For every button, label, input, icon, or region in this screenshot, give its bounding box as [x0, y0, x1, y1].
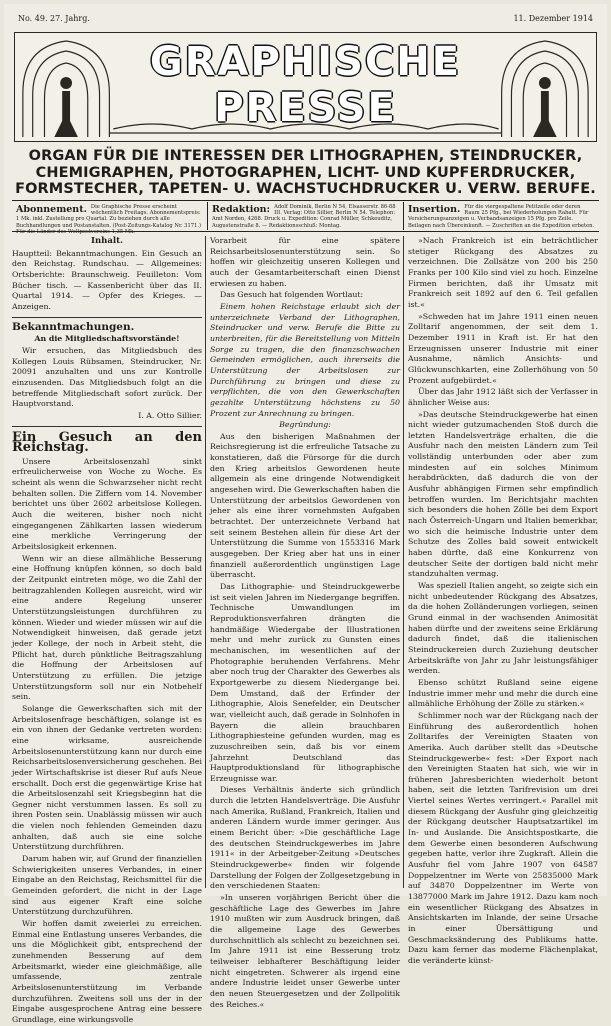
column-1 — [12, 236, 202, 1024]
article-paragraph: Dieses Verhältnis änderte sich gründlich durch die letzten Handelsverträge. Die Ausfuhr nach Amerika, Rußland, Frankreich, Italien und anderen Ländern wurde immer geringer. Aus einem Bericht über: »Die geschäftliche Lage des deutschen Steindruckgewerbes im Jahre 1911« in der Arbeitgeber-Zeitung »Deutsches Steindruckgewerbe« finden wir folgende Darstellung der Folgen der Zollgesetzgebung in den verschiedenen Staaten: — [210, 785, 400, 891]
masthead-banner — [14, 32, 597, 142]
contents-text: Hauptteil: Bekanntmachungen. Ein Gesuch an den Reichstag. Rundschau. — Allgemeines: Ortsberichte: Braunschweig. Feuilleton: Vom Bücher tisch. — Kassenbericht über das II. Quartal 1914. — Opfer des Krieges. — Anzeigen. — [12, 248, 202, 311]
redaktion-text: Adolf Dominik, Berlin N 54, Elsasserstr. 86-88 III. Verlag: Otto Sillier, Berlin N 54. Telephon: Amt Norden, 4268. Druck u. Expedition: Conrad Müller, Schkeuditz, Augustenstraße 8. — Redaktionsschluß: Montag. — [212, 204, 396, 229]
article-paragraph: Schlimmer noch war der Rückgang nach der Einführung des außerordentlich hohen Zolltarifes der Vereinigten Staaten von Amerika. Auch darüber stellt das »Deutsche Steindruckgewerbe« fest: »Der Export nach den Vereinigten Staaten hat sich, wie wir in früheren Jahresberichten wiederholt betont haben, seit die letzten Tarifrevision um drei Viertel seines Wertes verringert.« Parallel mit diesem Rückgang der Ausfuhr ging gleichzeitig der Rückgang deutscher Hauptsatzartikel im In- und Auslande. Die Ansichtspostkarte, die dem Gewerbe einen besonderen Aufschwung gegeben hatte, verlor ihre Zugkraft. Allein die Ausfuhr fiel vom Jahre 1907 von 64587 Doppelzentner im Werte von 25835000 Mark auf 34870 Doppelzentner im Werte von 13877000 Mark im Jahre 1912. Dazu kam noch ein wesentlicher Rückgang des Absatzes in Ansichtskarten im Inlande, der seine Ursache in einer Übersättigung und Geschmacksänderung des Publikums hatte. Dazu kam ferner das moderne Flächenplakat, die veränderte künst- — [408, 710, 598, 965]
announcement-signature: I. A. Otto Sillier. — [138, 410, 202, 420]
article-paragraph: Vorarbeit für eine spätere Reichsarbeitslosenunterstützung sein. So hoffen wir gleichzeitig unseren Kollegen und auch der Gesamtarbeiterschaft einen Dienst erwiesen zu haben. — [210, 236, 400, 288]
article-paragraph: Ebenso schützt Rußland seine eigene Industrie immer mehr und mehr die durch eine allmähliche Erhöhung der Zölle zu stärken.« — [408, 677, 598, 709]
column-divider — [205, 236, 206, 888]
article-paragraph: »Das deutsche Steindruckgewerbe hat einen nicht wieder gutzumachenden Stoß durch die letzten Handelsverträge erhalten, die die Ausfuhr nach den meisten Ländern zum Teil vollständig unterbunden oder aber zum mindesten auf ein solches Minimum herabdrückten, daß dadurch die von der Ausfuhr abhängigen Firmen sehr empfindlich betroffen wurden. Im Berichtsjahr machten sich besonders die hohen Zölle bei dem Export nach Österreich-Ungarn und Italien bemerkbar, wo sich die heimische Industrie unter dem Schutze des Zolles bald soweit entwickelt haben dürfte, daß eine Konkurrenz von deutscher Seite der dortigen bald nicht mehr standzuhalten vermag. — [408, 409, 598, 579]
divider — [12, 317, 202, 318]
divider — [12, 426, 202, 427]
article-paragraph: Was speziell Italien angeht, so zeigte sich ein nicht unbedeutender Rückgang des Absatzes, da die hohen Zolländerungen vorliegen, seinen Grund einmal in der wachsenden Animosität haben dürfte und der zweitens seine Erklärung dadurch findet, daß die italienischen Steindruckereien durch Zuziehung deutscher Arbeitskräfte von Jahr zu Jahr leistungsfähiger werden. — [408, 581, 598, 676]
article-paragraph: Das Gesuch hat folgenden Wortlaut: — [220, 290, 364, 300]
subtitle-line: CHEMIGRAPHEN, PHOTOGRAPHEN, LICHT- UND KUPFERDRUCKER, — [35, 164, 576, 181]
column-divider — [403, 236, 404, 888]
subtitle-line: ORGAN FÜR DIE INTERESSEN DER LITHOGRAPHEN, STEINDRUCKER, — [28, 148, 583, 164]
article-paragraph: »In unseren vorjährigen Bericht über die geschäftliche Lage des Gewerbes im Jahre 1910 mußten wir zum Ausdruck bringen, daß die allgemeine Lage des Gewerbes durchschnittlich als schlecht zu bezeichnen sei. Im Jahre 1911 ist eine Besserung trotz teilweiser lebhafterer Beschäftigung leider nicht eingetreten. Schwerer als irgend eine andere Industrie leidet unser Gewerbe unter den neuen Steuergesetzen und der Zollpolitik des Reiches.« — [210, 893, 400, 1009]
redaktion-heading: Redaktion: — [212, 204, 271, 215]
petition-quote: Einem hohen Reichstage erlaubt sich der unterzeichnete Verband der Lithographen, Steindrucker und verw. Berufe die Bitte zu unterbreiten, für die Bereitstellung von Mitteln Sorge zu tragen, die den finanzschwachen Gemeinden ermöglichen, auch ihrerseits die Unterstützung der Arbeitslosen zur Durchführung zu bringen und diese zu verpflichten, die von den Gewerkschaften gezahlte Unterstützung höchstens zu 50 Prozent zur Anrechnung zu bringen. — [210, 301, 400, 418]
newspaper-page — [4, 4, 607, 1024]
announcements-heading: Bekanntmachungen. — [12, 320, 135, 333]
subtitle-block — [12, 148, 599, 198]
masthead-title-line1: GRAPHISCHE — [149, 39, 462, 85]
article-paragraph: Wenn wir an diese allmähliche Besserung eine Hoffnung knüpfen können, so doch bald der Zeitpunkt eintreten möge, wo die Zahl der beitragzahlenden Kollegen ausreicht, wird wir eine andere Regelung unserer Unterstützungsleistungen durchführen zu können. Wieder und wieder müssen wir auf die Notwendigkeit hinweisen, daß gerade jetzt jeder Kollege, der noch in Arbeit steht, die Pflicht hat, durch pünktliche Beitragszahlung die Hoffnung der Arbeitslosen auf Unterstützung zu erfüllen. Die jetzige Unterstützungsform soll nur ein Notbehelf sein. — [12, 553, 202, 702]
redaktion-box — [208, 202, 404, 230]
insertion-text: Für die viergespaltene Petitzeile oder deren Raum 25 Pfg., bei Wiederholungen Rabatt. Für Versicherungsanzeigen u. Verbandsanzeigen 15 Pfg. pro Zeile. Beilagen nach Übereinkunft. — Zuschriften an die Expedition erbeten. — [408, 204, 595, 229]
column-2 — [210, 236, 400, 1009]
article-paragraph: Aus den bisherigen Maßnahmen der Reichsregierung ist die erfreuliche Tatsache zu konstatieren, daß die Fürsorge für die durch den Krieg arbeitslos Gewordenen heute allgemein als eine dringende Notwendigkeit angesehen wird. Die Gewerkschaften haben die Unterstützung der arbeitslos Gewordenen von jeher als eine ihrer vornehmsten Aufgaben betrachtet. Der unterzeichnete Verband hat seit seinem Bestehen allein für diese Art der Unterstützung die Summe von 1553316 Mark ausgegeben. Der Krieg aber hat uns in einer finanziell außerordentlich ungünstigen Lage überrascht. — [210, 431, 400, 580]
announcement-subheading: An die Mitgliedschaftsvorstände! — [34, 334, 180, 344]
article-paragraph: Wir hoffen damit zweierlei zu erreichen. Einmal eine Entlastung unseres Verbandes, die uns die Möglichkeit gibt, entsprechend der zunehmenden Besserung auf dem Arbeitsmarkt, wieder eine gleichmäßige, alle umfassende, zentrale Arbeitslosenunterstützung im Verbande durchzuführen. Zweitens soll uns der in der Eingabe ausgesprochene Antrag eine bessere Grundlage, eine wirkungsvolle — [12, 919, 202, 1024]
article-paragraph: »Schweden hat im Jahre 1911 einen neuen Zolltarif angenommen, der seit dem 1. Dezember 1911 in Kraft ist. Er hat den Erzeugnissen unserer Industrie mit einer Ausnahme, nämlich Ansichts- und Glückwunschkarten, eine Zollerhöhung von 50 Prozent aufgebürdet.« — [408, 311, 598, 385]
info-bar — [12, 202, 599, 235]
contents-heading: Inhalt. — [91, 236, 123, 246]
masthead-title-line2: PRESSE — [214, 85, 397, 131]
announcement-text: Wir ersuchen, das Mitgliedsbuch des Kollegen Louis Rübsamen, Steindrucker, Nr. 20091 anzuhalten und uns zur Kontrolle einzusenden. Das Mitgliedsbuch folgt an die betreffende Mitgliedschaft sofort zurück. Der Hauptvorstand. — [12, 345, 202, 409]
abonnement-heading: Abonnement. — [16, 204, 87, 215]
justification-heading: Begründung: — [279, 420, 331, 430]
issue-number: No. 49. 27. Jahrg. — [18, 13, 90, 23]
insertion-heading: Insertion. — [408, 204, 461, 215]
article-paragraph: Das Lithographie- und Steindruckgewerbe ist seit vielen Jahren im Niedergange begriffen. Technische Umwandlungen im Reproduktionsverfahren drängten die handmäßige Wiedergabe der Illustrationen mehr und mehr zurück zu Gunsten eines mechanischen, im wesentlichen auf der Photographie beruhenden Verfahrens. Mehr aber noch trug der Charakter des Gewerbes als Exportgewerbe zu diesem Niedergange bei. Dem Umstand, daß der Erfinder der Lithographie, Alois Senefelder, ein Deutscher war, vielleicht auch, daß gerade in Solnhofen in Bayern die allein brauchbaren Lithographiesteine gefunden wurden, mag es zuzuschreiben sein, daß bis vor einem Jahrzehnt Deutschland das Hauptproduktionsland für lithographische Erzeugnisse war. — [210, 582, 400, 783]
article-paragraph: Unsere Arbeitslosenzahl sinkt erfreulicherweise von Woche zu Woche. Es scheint als wenn die Schwarzseher nicht recht behalten sollen. Die Ziffern vom 14. November berichtet uns über 2602 arbeitslose Kollegen. Auch die weiteren, bisher noch nicht eingegangenen Zählkarten lassen wiederum eine merkliche Verringerung der Arbeitslosigkeit erkennen. — [12, 456, 202, 552]
article-paragraph: Solange die Gewerkschaften sich mit der Arbeitslosenfrage beschäftigen, solange ist es ein von ihnen der Gedanke vertreten worden: eine wirksame, ausreichende Arbeitslosenunterstützung kann nur durch eine Reichsarbeitslosenversicherung geschehen. Bei jeder Wirtschaftskrise ist dieser Ruf aufs Neue erschallt. Doch erst die gegenwärtige Krise hat die Arbeitslosenzahl seit Kriegsbeginn hat die Gegner nicht verstummen lassen. Es soll zu ihren Posten sein. Unablässig müssen wir auch die vielen noch fehlenden Gemeinden dazu anhalten, daß auch sie eine solche Unterstützung durchführen. — [12, 703, 202, 852]
header-line — [4, 4, 607, 32]
article-heading: Ein Gesuch an den Reichstag. — [12, 429, 202, 456]
insertion-box — [404, 202, 599, 230]
issue-date: 11. Dezember 1914 — [513, 13, 593, 23]
divider — [12, 200, 599, 201]
article-paragraph: Darum haben wir, auf Grund der finanziellen Schwierigkeiten unseres Verbandes, in einer Eingabe an den Reichstag, Reichsmittel für die Gemeinden gefordert, die nicht in der Lage sind aus eigener Kraft eine solche Unterstützung durchzuführen. — [12, 854, 202, 917]
divider — [12, 231, 599, 232]
column-3 — [408, 236, 598, 965]
article-paragraph: Über das Jahr 1912 läßt sich der Verfasser in ähnlicher Weise aus: — [408, 387, 598, 407]
article-paragraph: »Nach Frankreich ist ein beträchtlicher stetiger Rückgang des Absatzes zu verzeichnen. Die Zollsätze von 200 bis 250 Franks per 100 Kilo sind viel zu hoch. Einzelne Firmen berichten, daß ihr Umsatz mit Frankreich seit 1892 auf den 6. Teil gefallen ist.« — [408, 236, 598, 309]
subtitle-line: FORMSTECHER, TAPETEN- U. WACHSTUCHDRUCKER U. VERW. BERUFE. — [15, 181, 596, 197]
abonnement-box — [12, 202, 208, 235]
abonnement-text: Die Graphische Presse erscheint wöchentlich Freitags. Abonnementspreis: 1 Mk. inkl. Zustellung pro Quartal. Zu beziehen durch alle Buchhandlungen und Postanstalten. (Post-Zeitungs-Katalog Nr. 3171.) Für die Länder des Weltpostvereins 1,35 Mk. — [16, 204, 202, 235]
